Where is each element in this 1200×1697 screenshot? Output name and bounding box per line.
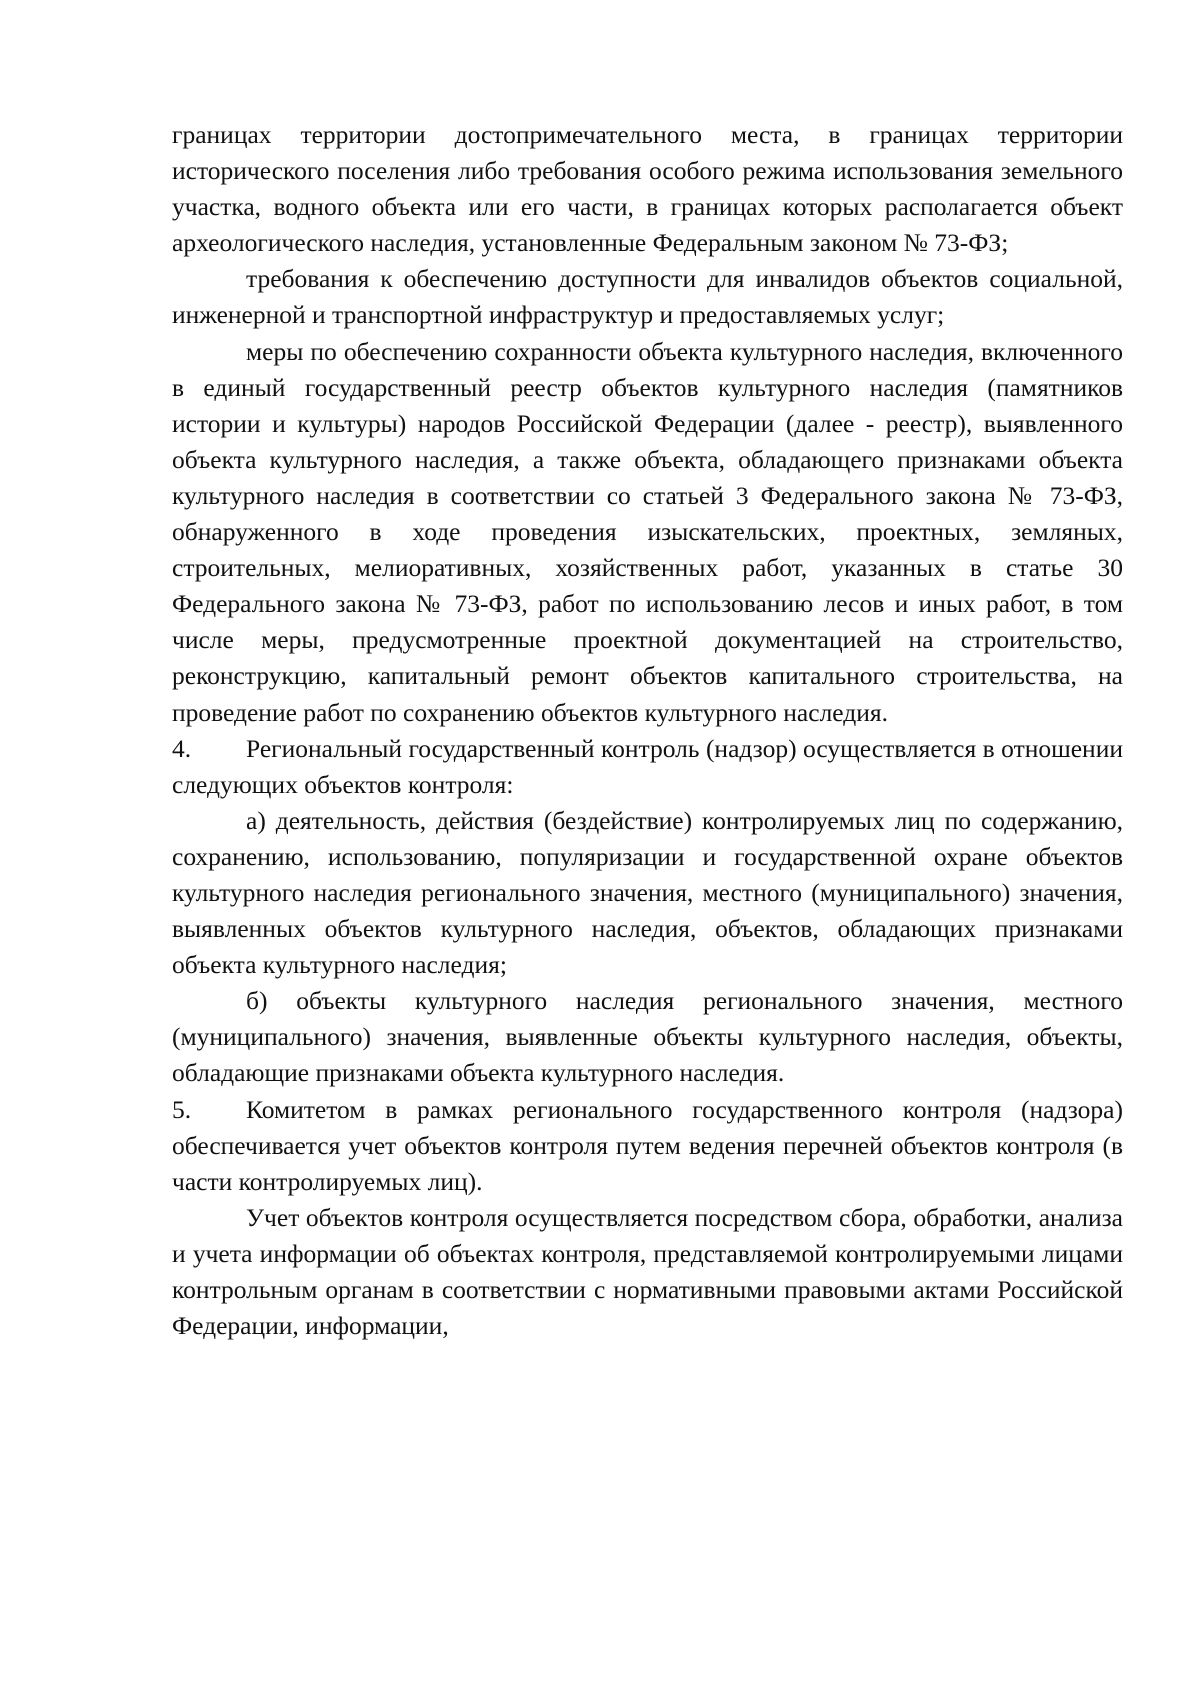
paragraph-preservation-measures: меры по обеспечению сохранности объекта культурного наследия, включенного в единый государственный реестр объектов культурного наследия (памятников истории и культуры) народов Российской Федерации (далее - реестр), выявленного объекта культурного наследия, а также объекта, обладающего признаками объекта культурного наследия в соответствии со статьей 3 Федерального закона № 73-ФЗ, обнаруженного в ходе проведения изыскательских, проектных, земляных, строительных, мелиоративных, хозяйственных работ, указанных в статье 30 Федерального закона № 73-ФЗ, работ по использованию лесов и иных работ, в том числе меры, предусмотренные проектной документацией на строительство, реконструкцию, капитальный ремонт объектов капитального строительства, на проведение работ по сохранению объектов культурного наследия. — [172, 336, 1123, 727]
item-text: Комитетом в рамках регионального государственного контроля (надзора) обеспечивается учет объектов контроля путем ведения перечней объектов контроля (в части контролируемых лиц). — [172, 1094, 1123, 1196]
paragraph-subitem-b: б) объекты культурного наследия регионального значения, местного (муниципального) значения, выявленные объекты культурного наследия, объекты, обладающие признаками объекта культурного наследия. — [172, 986, 1123, 1088]
paragraph-continuation: границах территории достопримечательного места, в границах территории исторического поселения либо требования особого режима использования земельного участка, водного объекта или его части, в границах которых располагается объект археологического наследия, установленные Федеральным законом № 73-ФЗ; — [172, 120, 1123, 258]
document-body — [172, 117, 1123, 1344]
item-number: 4. — [172, 733, 192, 763]
paragraph-item-5 — [172, 1092, 1123, 1200]
item-text: Региональный государственный контроль (надзор) осуществляется в отношении следующих объектов контроля: — [172, 733, 1123, 799]
paragraph-accounting: Учет объектов контроля осуществляется посредством сбора, обработки, анализа и учета информации об объектах контроля, представляемой контролируемыми лицами контрольным органам в соответствии с нормативными правовыми актами Российской Федерации, информации, — [172, 1202, 1123, 1341]
paragraph-item-4 — [172, 731, 1123, 803]
paragraph-accessibility-requirements: требования к обеспечению доступности для инвалидов объектов социальной, инженерной и транспортной инфраструктур и предоставляемых услуг; — [172, 264, 1123, 330]
item-number: 5. — [172, 1094, 192, 1124]
paragraph-subitem-a: а) деятельность, действия (бездействие) контролируемых лиц по содержанию, сохранению, использованию, популяризации и государственной охране объектов культурного наследия регионального значения, местного (муниципального) значения, выявленных объектов культурного наследия, объектов, обладающих признаками объекта культурного наследия; — [172, 805, 1123, 980]
